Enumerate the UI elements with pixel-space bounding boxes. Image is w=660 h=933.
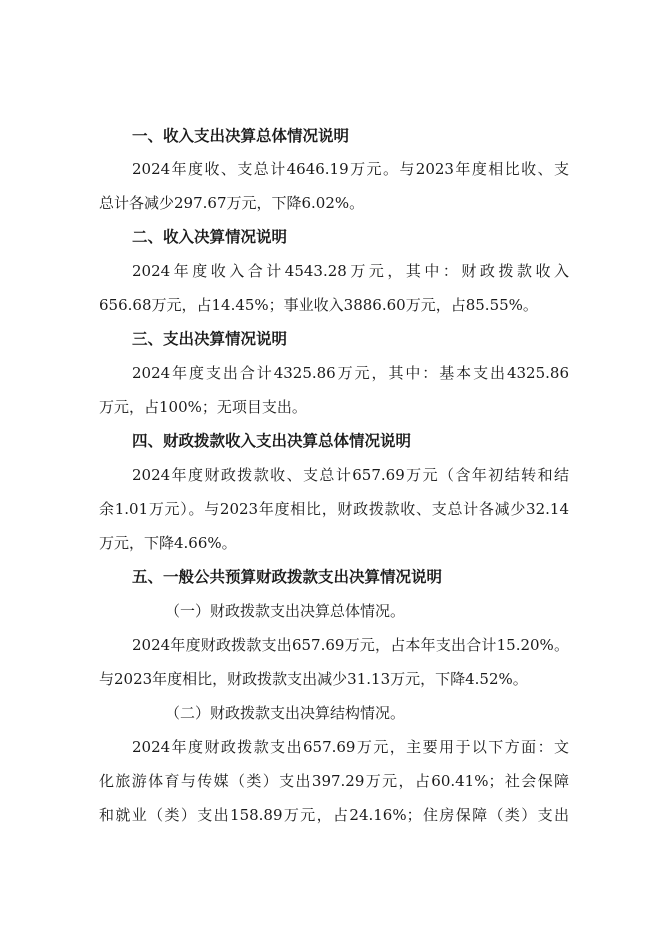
paragraph-line: 2024年度财政拨款支出657.69万元，占本年支出合计15.20%。 bbox=[132, 636, 569, 654]
paragraph-line: 656.68万元，占14.45%；事业收入3886.60万元，占85.55%。 bbox=[99, 296, 538, 314]
paragraph-line: 2024年度收、支总计4646.19万元。与2023年度相比收、支 bbox=[132, 160, 569, 178]
paragraph-line: 2024年度财政拨款支出657.69万元，主要用于以下方面：文 bbox=[132, 738, 569, 756]
paragraph-line: 2024年度财政拨款收、支总计657.69万元（含年初结转和结 bbox=[132, 466, 569, 484]
section-heading-2: 二、收入决算情况说明 bbox=[132, 228, 288, 246]
section-heading-3: 三、支出决算情况说明 bbox=[132, 330, 288, 348]
paragraph-line: 2024年度支出合计4325.86万元，其中：基本支出4325.86 bbox=[132, 364, 569, 382]
paragraph-line: 和就业（类）支出158.89万元，占24.16%；住房保障（类）支出 bbox=[99, 806, 569, 824]
paragraph-line: 2024年度收入合计4543.28万元，其中：财政拨款收入 bbox=[132, 262, 569, 280]
paragraph-line: 化旅游体育与传媒（类）支出397.29万元，占60.41%；社会保障 bbox=[99, 772, 569, 790]
subsection-title-2: （二）财政拨款支出决算结构情况。 bbox=[165, 704, 406, 722]
subsection-title-1: （一）财政拨款支出决算总体情况。 bbox=[165, 602, 406, 620]
paragraph-line: 与2023年度相比，财政拨款支出减少31.13万元，下降4.52%。 bbox=[99, 670, 528, 688]
section-heading-5: 五、一般公共预算财政拨款支出决算情况说明 bbox=[132, 568, 443, 586]
paragraph-line: 万元，占100%；无项目支出。 bbox=[99, 398, 307, 416]
paragraph-line: 余1.01万元）。与2023年度相比，财政拨款收、支总计各减少32.14 bbox=[99, 500, 569, 518]
paragraph-line: 万元，下降4.66%。 bbox=[99, 534, 237, 552]
section-heading-4: 四、财政拨款收入支出决算总体情况说明 bbox=[132, 432, 412, 450]
section-heading-1: 一、收入支出决算总体情况说明 bbox=[132, 127, 350, 145]
paragraph-line: 总计各减少297.67万元，下降6.02%。 bbox=[99, 194, 365, 212]
